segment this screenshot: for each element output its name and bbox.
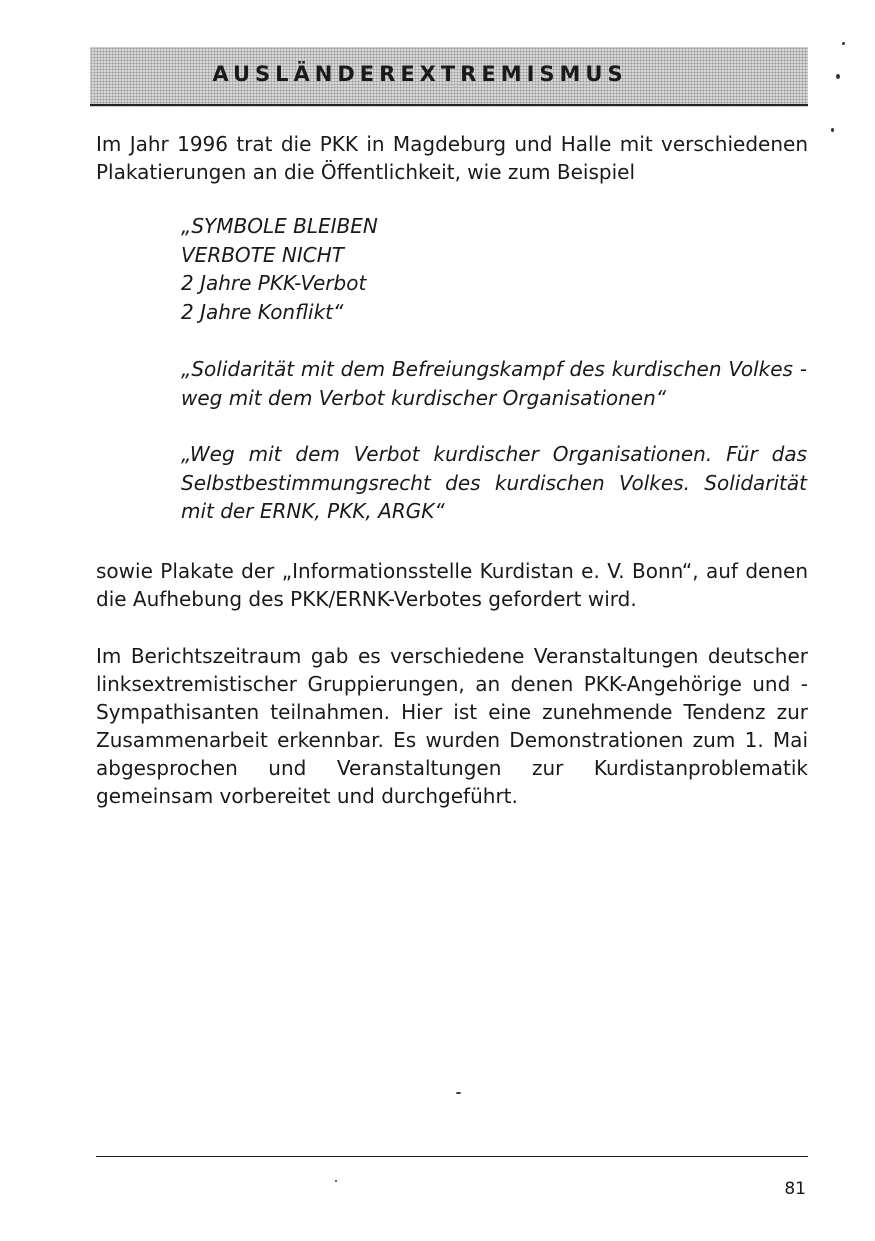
quote-1-line-3: 2 Jahre PKK-Verbot (181, 271, 367, 295)
intro-paragraph: Im Jahr 1996 trat die PKK in Magdeburg und Halle mit verschiedenen Plakatierungen an die Öffentlichkeit, wie zum Beispiel (96, 132, 808, 184)
scan-speck (456, 1092, 461, 1094)
report-paragraph: Im Berichtszeitraum gab es verschiedene Veranstaltungen deutscher linksextremistischer Gruppierungen, an denen PKK-Angehörige und -Sympathisanten teilnahmen. Hier ist eine zunehmende Tendenz zur Zusammenarbeit erkennbar. Es wurden Demonstrationen zum 1. Mai abgesprochen und Veranstaltungen zur Kurdistanproblematik gemeinsam vorbereitet und durchgeführt. (96, 644, 808, 808)
poster-quote-2: „Solidarität mit dem Befreiungskampf des kurdischen Volkes - weg mit dem Verbot kurdischer Organisationen“ (181, 357, 807, 410)
scan-speck (335, 1180, 337, 1182)
footer-rule (96, 1156, 808, 1157)
quote-1-line-1: „SYMBOLE BLEIBEN (181, 214, 378, 238)
section-title: AUSLÄNDEREXTREMISMUS (212, 62, 628, 86)
quote-1-line-4: 2 Jahre Konflikt“ (181, 299, 344, 324)
posters-paragraph: sowie Plakate der „Informationsstelle Kurdistan e. V. Bonn“, auf denen die Aufhebung des PKK/ERNK-Verbotes gefordert wird. (96, 559, 808, 611)
header-rule (90, 104, 808, 106)
scan-speck (842, 42, 845, 45)
poster-quote-3: „Weg mit dem Verbot kurdischer Organisationen. Für das Selbstbestimmungsrecht des kurdischen Volkes. Solidarität mit der ERNK, PKK, ARGK“ (181, 442, 807, 523)
scan-speck (836, 74, 840, 79)
page-number: 81 (784, 1179, 806, 1199)
scan-speck (831, 128, 834, 132)
poster-quote-1 (181, 212, 807, 326)
quote-1-line-2: VERBOTE NICHT (181, 242, 344, 267)
